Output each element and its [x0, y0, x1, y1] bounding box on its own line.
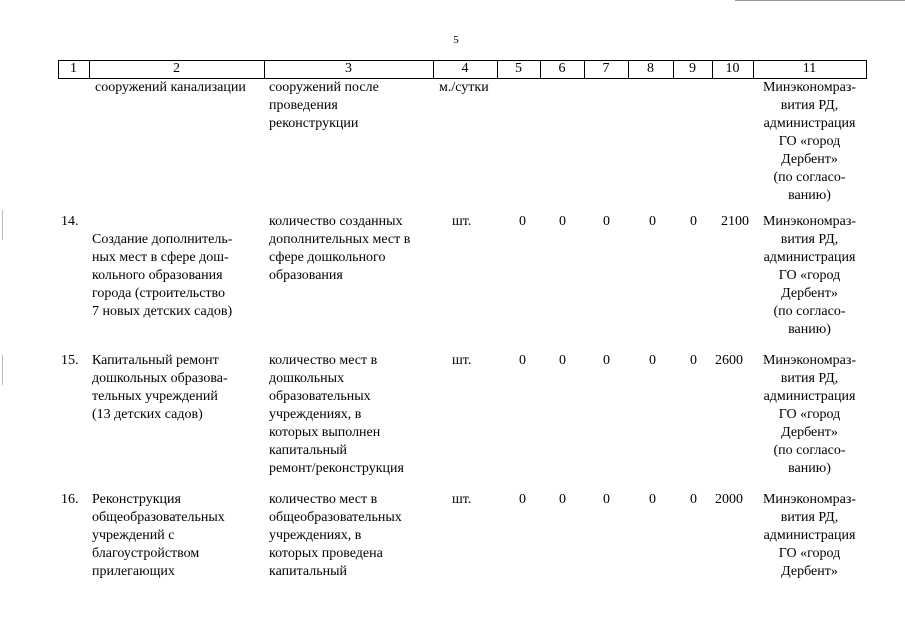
- row-14-value-9: 0: [690, 214, 697, 229]
- header-border: [866, 60, 867, 78]
- column-header-1: 1: [70, 61, 77, 76]
- column-header-4: 4: [461, 61, 469, 76]
- row-14-responsible: Минэкономраз- вития РД, администрация ГО «город Дербент» (по согласо- ванию): [762, 214, 857, 337]
- row-15-value-10: 2600: [715, 353, 743, 368]
- row-15-responsible: Минэкономраз- вития РД, администрация ГО «город Дербент» (по согласо- ванию): [762, 353, 857, 476]
- row-16-value-9: 0: [690, 492, 697, 507]
- row-14-value-10: 2100: [721, 214, 749, 229]
- row-14-value-7: 0: [603, 214, 610, 229]
- row-16-responsible: Минэкономраз- вития РД, администрация ГО «город Дербент»: [762, 492, 857, 579]
- row-14-value-5: 0: [519, 214, 526, 229]
- cont-row-unit: м./сутки: [439, 80, 489, 95]
- row-14-value-8: 0: [649, 214, 656, 229]
- column-header-7: 7: [602, 61, 610, 76]
- column-header-5: 5: [515, 61, 522, 76]
- row-16-number: 16.: [61, 492, 79, 507]
- row-16-value-5: 0: [519, 492, 526, 507]
- column-header-3: 3: [345, 61, 352, 76]
- row-16-value-7: 0: [603, 492, 610, 507]
- scan-edge: [735, 0, 905, 1]
- row-15-unit: шт.: [452, 353, 472, 368]
- row-14-indicator: количество созданных дополнительных мест в сфере дошкольного образования: [269, 214, 411, 283]
- cont-row-name: сооружений канализации: [95, 80, 246, 95]
- row-15-value-7: 0: [603, 353, 610, 368]
- row-15-number: 15.: [61, 353, 79, 368]
- row-15-name: Капитальный ремонт дошкольных образова- тельных учреждений (13 детских садов): [92, 353, 228, 422]
- row-16-value-8: 0: [649, 492, 656, 507]
- row-16-name: Реконструкция общеобразовательных учреждений с благоустройством прилегающих: [92, 492, 225, 579]
- column-header-8: 8: [647, 61, 654, 76]
- row-15-value-8: 0: [649, 353, 656, 368]
- row-15-value-6: 0: [559, 353, 566, 368]
- row-14-value-6: 0: [559, 214, 566, 229]
- column-header-10: 10: [725, 61, 740, 76]
- column-header-11: 11: [802, 61, 817, 76]
- row-15-value-5: 0: [519, 353, 526, 368]
- page-number: 5: [453, 34, 459, 46]
- cont-row-responsible: Минэкономраз- вития РД, администрация ГО «город Дербент» (по согласо- ванию): [762, 80, 857, 203]
- cont-row-indicator: сооружений после проведения реконструкции: [269, 80, 379, 131]
- row-16-value-6: 0: [559, 492, 566, 507]
- row-16-unit: шт.: [452, 492, 472, 507]
- scan-mark: [2, 355, 3, 385]
- row-16-value-10: 2000: [715, 492, 743, 507]
- row-14-name: Создание дополнитель- ных мест в сфере дош- кольного образования города (строительство 7 новых детских садов): [92, 232, 233, 319]
- row-14-unit: шт.: [452, 214, 472, 229]
- row-15-value-9: 0: [690, 353, 697, 368]
- column-header-6: 6: [558, 61, 566, 76]
- row-14-number: 14.: [61, 214, 79, 229]
- row-15-indicator: количество мест в дошкольных образовательных учреждениях, в которых выполнен капитальный ремонт/реконструкция: [269, 353, 404, 476]
- column-header-9: 9: [689, 61, 696, 76]
- row-16-indicator: количество мест в общеобразовательных учреждениях, в которых проведена капитальный: [269, 492, 402, 579]
- column-header-2: 2: [173, 61, 180, 76]
- scan-mark: [2, 210, 3, 240]
